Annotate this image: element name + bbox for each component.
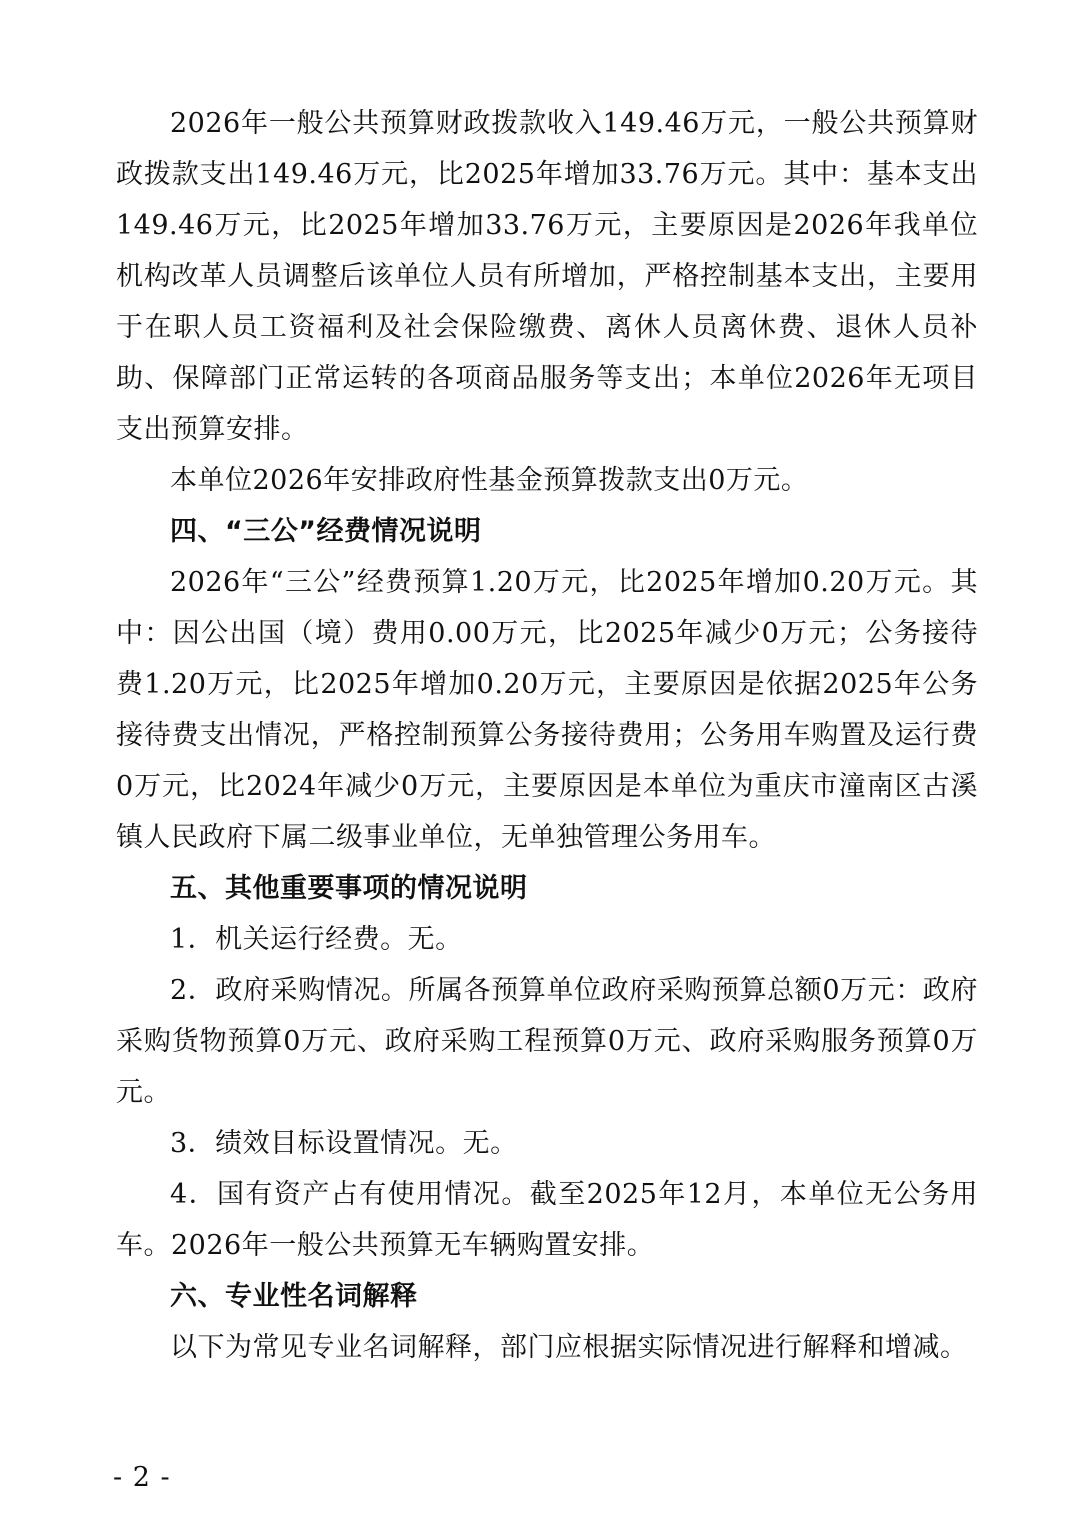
document-body [116,98,978,1373]
paragraph-state-assets: 4．国有资产占有使用情况。截至2025年12月，本单位无公务用车。2026年一般公共预算无车辆购置安排。 [116,1179,978,1261]
page-number: - 2 - [113,1462,171,1493]
section-heading-three-public-funds: 四、“三公”经费情况说明 [170,516,482,547]
section-heading-other-matters: 五、其他重要事项的情况说明 [170,873,528,904]
section-heading-terminology: 六、专业性名词解释 [170,1281,418,1312]
paragraph-budget-summary: 2026年一般公共预算财政拨款收入149.46万元，一般公共预算财政拨款支出149.46万元，比2025年增加33.76万元。其中：基本支出149.46万元，比2025年增加33.76万元，主要原因是2026年我单位机构改革人员调整后该单位人员有所增加，严格控制基本支出，主要用于在职人员工资福利及社会保险缴费、离休人员离休费、退休人员补助、保障部门正常运转的各项商品服务等支出；本单位2026年无项目支出预算安排。 [116,108,978,445]
paragraph-government-procurement: 2．政府采购情况。所属各预算单位政府采购预算总额0万元：政府采购货物预算0万元、政府采购工程预算0万元、政府采购服务预算0万元。 [116,975,978,1108]
paragraph-operating-expenses: 1．机关运行经费。无。 [170,924,463,955]
paragraph-performance-targets: 3．绩效目标设置情况。无。 [170,1128,518,1159]
paragraph-terminology-intro: 以下为常见专业名词解释，部门应根据实际情况进行解释和增减。 [170,1332,968,1363]
paragraph-three-public-funds: 2026年“三公”经费预算1.20万元，比2025年增加0.20万元。其中：因公出国（境）费用0.00万元，比2025年减少0万元；公务接待费1.20万元，比2025年增加0.20万元，主要原因是依据2025年公务接待费支出情况，严格控制预算公务接待费用；公务用车购置及运行费0万元，比2024年减少0万元，主要原因是本单位为重庆市潼南区古溪镇人民政府下属二级事业单位，无单独管理公务用车。 [116,567,978,853]
paragraph-government-fund: 本单位2026年安排政府性基金预算拨款支出0万元。 [170,465,809,496]
